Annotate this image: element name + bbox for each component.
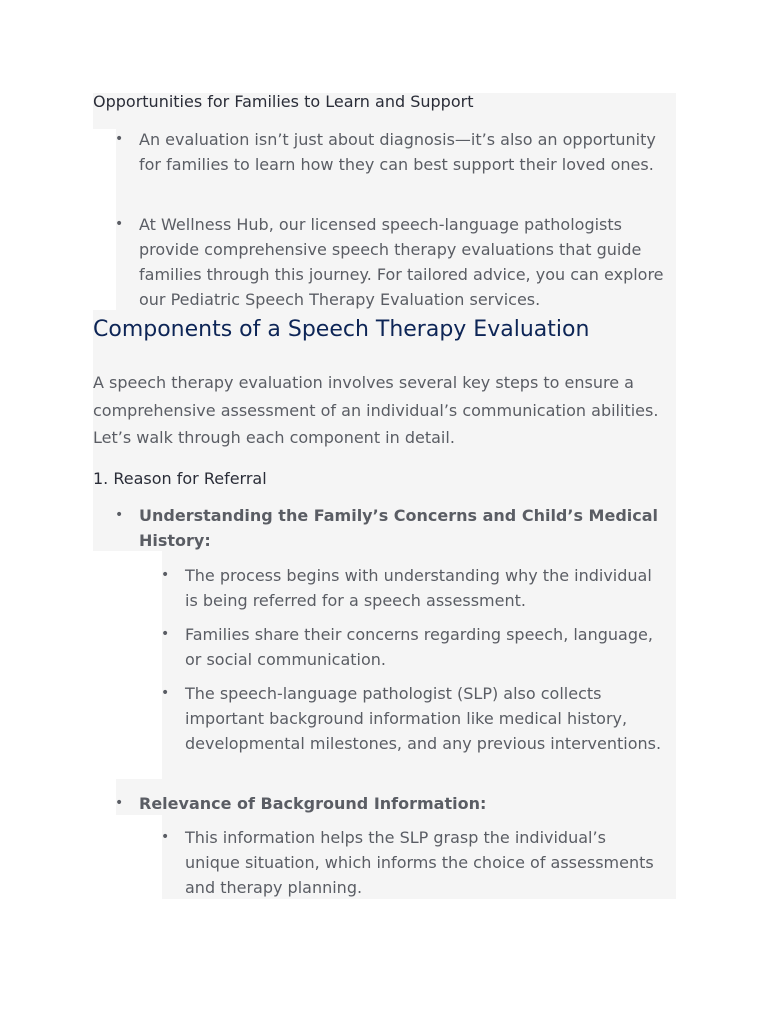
bullet-dot: • — [161, 567, 170, 583]
sub-list-item: Families share their concerns regarding speech, language, or social communication. — [185, 625, 653, 669]
sub-list-item: The process begins with understanding why the individual is being referred for a speech assessment. — [185, 566, 652, 610]
subheading-reason-for-referral: 1. Reason for Referral — [93, 469, 267, 488]
sub-list-item: This information helps the SLP grasp the individual’s unique situation, which informs the choice of assessments and therapy planning. — [185, 828, 654, 897]
bullet-dot: • — [115, 507, 124, 523]
list-item: At Wellness Hub, our licensed speech-language pathologists provide comprehensive speech therapy evaluations that guide families through this journey. For tailored advice, you can explore our Pediatric Speech Therapy Evaluation services. — [139, 215, 664, 309]
list-item-title: Understanding the Family’s Concerns and Child’s Medical History: — [139, 506, 659, 550]
section-heading-components: Components of a Speech Therapy Evaluation — [93, 317, 590, 342]
section-heading-opportunities: Opportunities for Families to Learn and Support — [93, 92, 474, 111]
list-item: An evaluation isn’t just about diagnosis—it’s also an opportunity for families to learn how they can best support their loved ones. — [139, 130, 656, 174]
intro-paragraph: A speech therapy evaluation involves several key steps to ensure a comprehensive assessment of an individual’s communication abilities. Let’s walk through each component in detail. — [93, 373, 659, 447]
bullet-dot: • — [115, 795, 124, 811]
list-item-title: Relevance of Background Information: — [139, 794, 487, 813]
bullet-dot: • — [161, 685, 170, 701]
bullet-dot: • — [115, 131, 124, 147]
sub-list-item: The speech-language pathologist (SLP) also collects important background information like medical history, developmental milestones, and any previous interventions. — [185, 684, 662, 753]
bullet-dot: • — [161, 829, 170, 845]
bullet-dot: • — [115, 216, 124, 232]
bullet-dot: • — [161, 626, 170, 642]
